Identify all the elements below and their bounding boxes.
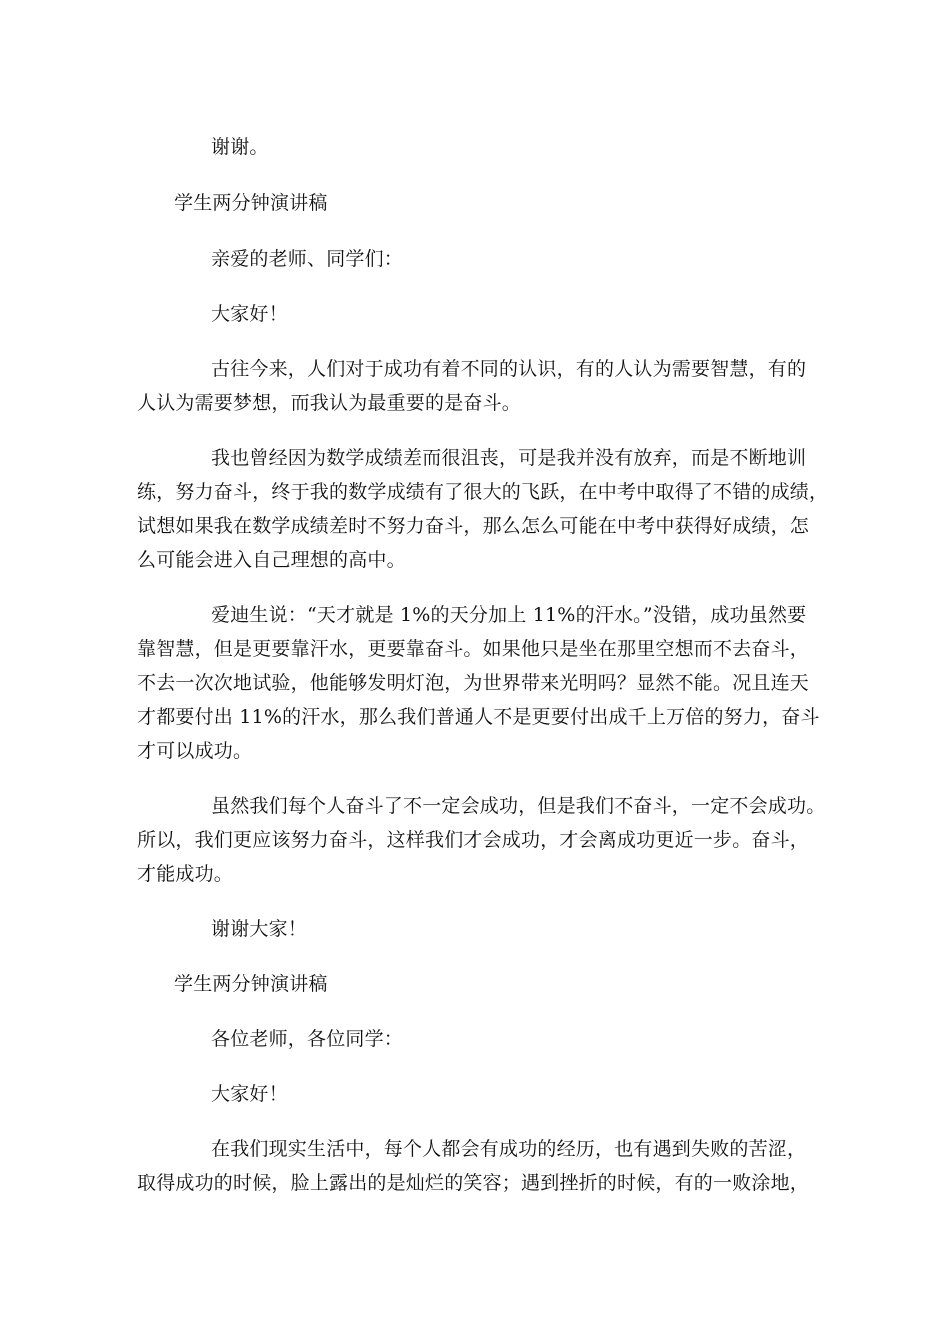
greeting: 大家好！ (211, 303, 288, 325)
paragraph-line: 才都要付出 11%的汗水，那么我们普通人不是更要付出成千上万倍的努力，奋斗 (137, 706, 820, 728)
paragraph-line: 么可能会进入自己理想的高中。 (137, 549, 406, 571)
greeting: 大家好！ (211, 1083, 288, 1105)
paragraph-line: 所以，我们更应该努力奋斗，这样我们才会成功，才会离成功更近一步。奋斗， (137, 829, 810, 851)
paragraph-line: 不去一次次地试验，他能够发明灯泡，为世界带来光明吗？显然不能。况且连天 (137, 672, 810, 694)
paragraph-line: 在我们现实生活中，每个人都会有成功的经历，也有遇到失败的苦涩， (211, 1138, 807, 1160)
paragraph-line: 爱迪生说：“天才就是 1%的天分加上 11%的汗水。”没错，成功虽然要 (211, 604, 807, 626)
paragraph-line: 练，努力奋斗，终于我的数学成绩有了很大的飞跃，在中考中取得了不错的成绩， (137, 481, 829, 503)
paragraph-line: 才能成功。 (137, 863, 234, 885)
speech-title: 学生两分钟演讲稿 (174, 192, 328, 214)
salutation: 亲爱的老师、同学们： (211, 248, 404, 270)
paragraph-line: 虽然我们每个人奋斗了不一定会成功，但是我们不奋斗，一定不会成功。 (211, 795, 826, 817)
closing-text: 谢谢大家！ (211, 918, 308, 940)
speech-title: 学生两分钟演讲稿 (174, 973, 328, 995)
paragraph-line: 古往今来，人们对于成功有着不同的认识，有的人认为需要智慧，有的 (211, 358, 807, 380)
paragraph-line: 试想如果我在数学成绩差时不努力奋斗，那么怎么可能在中考中获得好成绩，怎 (137, 515, 810, 537)
paragraph-line: 人认为需要梦想，而我认为最重要的是奋斗。 (137, 392, 522, 414)
paragraph-line: 取得成功的时候，脸上露出的是灿烂的笑容；遇到挫折的时候，有的一败涂地， (137, 1172, 810, 1194)
salutation: 各位老师，各位同学： (211, 1028, 404, 1050)
closing-text: 谢谢。 (211, 136, 269, 158)
paragraph-line: 才可以成功。 (137, 740, 253, 762)
paragraph-line: 我也曾经因为数学成绩差而很沮丧，可是我并没有放弃，而是不断地训 (211, 447, 807, 469)
paragraph-line: 靠智慧，但是更要靠汗水，更要靠奋斗。如果他只是坐在那里空想而不去奋斗， (137, 638, 810, 660)
